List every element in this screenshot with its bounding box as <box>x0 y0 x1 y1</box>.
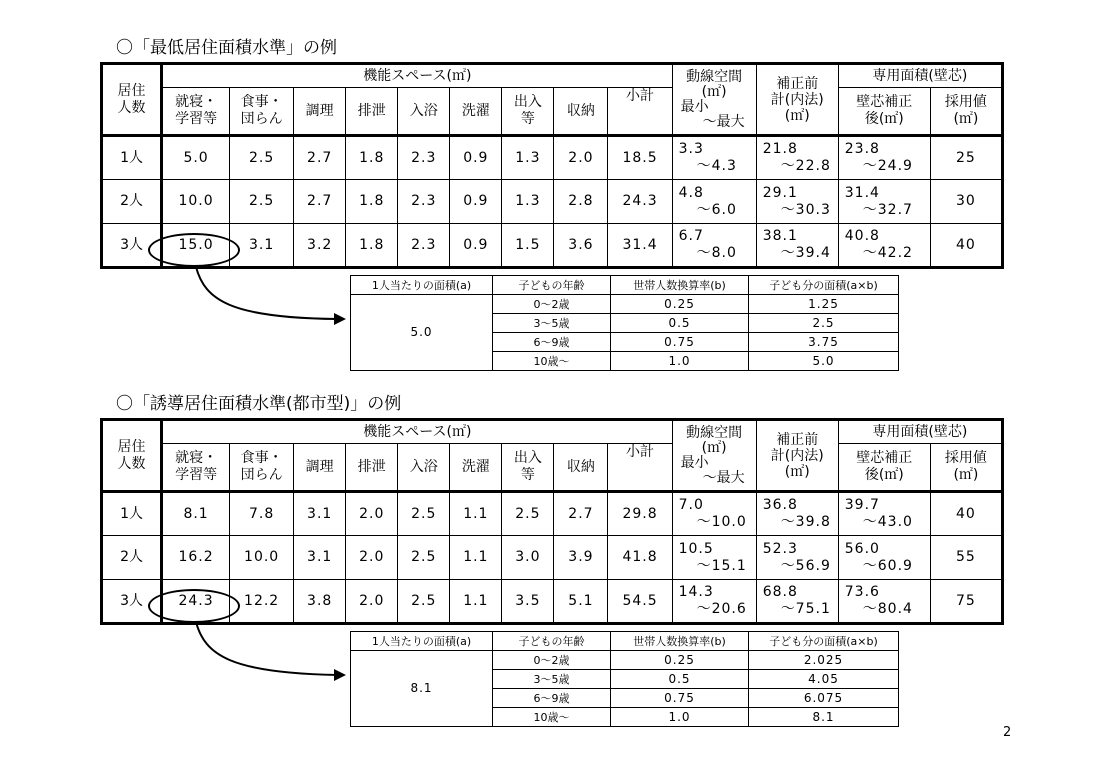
header-function-space: 機能スペース(㎡) <box>162 420 673 444</box>
cell-before-correction: 52.3 ～56.9 <box>756 536 838 580</box>
cell-after-wall: 31.4 ～32.7 <box>838 180 930 224</box>
cell-adopted: 75 <box>930 580 1002 624</box>
header-after-wall: 壁芯補正 後(㎡) <box>838 444 930 492</box>
header-col-sleep: 就寝・ 学習等 <box>162 444 230 492</box>
header-subtotal: 小計 <box>608 88 672 136</box>
row-people: 2人 <box>102 180 162 224</box>
cell-value: 2.0 <box>346 536 398 580</box>
row-people: 3人 <box>102 224 162 268</box>
cell-value: 5.1 <box>554 580 608 624</box>
highlight-ellipse <box>148 589 240 623</box>
cell-value: 3.8 <box>294 580 346 624</box>
header-before-correction: 補正前 計(内法) (㎡) <box>756 420 838 492</box>
household-rate: 0.5 <box>611 670 749 689</box>
header-col-storage: 収納 <box>554 444 608 492</box>
induced-area-table <box>100 418 1004 625</box>
child-area: 3.75 <box>749 333 899 352</box>
cell-subtotal: 31.4 <box>608 224 672 268</box>
cell-subtotal: 29.8 <box>608 492 672 536</box>
cell-value: 3.5 <box>502 580 554 624</box>
cell-value: 3.9 <box>554 536 608 580</box>
cell-value: 2.5 <box>398 536 450 580</box>
cell-value: 1.1 <box>450 536 502 580</box>
cell-adopted: 25 <box>930 136 1002 180</box>
page-number: 2 <box>1003 725 1012 740</box>
child-area: 4.05 <box>749 670 899 689</box>
header-col-dining: 食事・ 団らん <box>230 88 294 136</box>
cell-before-correction: 21.8 ～22.8 <box>756 136 838 180</box>
cell-before-correction: 29.1 ～30.3 <box>756 180 838 224</box>
header-col-toilet: 排泄 <box>346 444 398 492</box>
sub-header-per-person: 1人当たりの面積(a) <box>351 276 493 295</box>
cell-circulation: 7.0 ～10.0 <box>672 492 756 536</box>
header-col-cooking: 調理 <box>294 444 346 492</box>
cell-circulation: 6.7 ～8.0 <box>672 224 756 268</box>
household-rate: 0.25 <box>611 295 749 314</box>
child-age: 6～9歳 <box>493 333 611 352</box>
sub-header-child-area: 子ども分の面積(a×b) <box>749 276 899 295</box>
cell-value: 1.5 <box>502 224 554 268</box>
child-area: 2.5 <box>749 314 899 333</box>
household-rate: 1.0 <box>611 352 749 371</box>
cell-value: 3.0 <box>502 536 554 580</box>
cell-value: 2.7 <box>554 492 608 536</box>
row-people: 1人 <box>102 492 162 536</box>
cell-value: 3.2 <box>294 224 346 268</box>
cell-circulation: 14.3 ～20.6 <box>672 580 756 624</box>
cell-value: 2.0 <box>346 580 398 624</box>
child-area: 1.25 <box>749 295 899 314</box>
header-col-bath: 入浴 <box>398 88 450 136</box>
child-area: 5.0 <box>749 352 899 371</box>
child-age: 3～5歳 <box>493 314 611 333</box>
row-people: 1人 <box>102 136 162 180</box>
cell-subtotal: 41.8 <box>608 536 672 580</box>
sub-header-child-area: 子ども分の面積(a×b) <box>749 632 899 651</box>
header-col-toilet: 排泄 <box>346 88 398 136</box>
sub-header-rate: 世帯人数換算率(b) <box>611 276 749 295</box>
cell-value: 2.0 <box>346 492 398 536</box>
cell-adopted: 40 <box>930 224 1002 268</box>
household-rate: 0.75 <box>611 333 749 352</box>
cell-value: 16.2 <box>162 536 230 580</box>
cell-value: 10.0 <box>230 536 294 580</box>
cell-before-correction: 68.8 ～75.1 <box>756 580 838 624</box>
cell-circulation: 3.3 ～4.3 <box>672 136 756 180</box>
cell-circulation: 4.8 ～6.0 <box>672 180 756 224</box>
header-adopted: 採用値 (㎡) <box>930 88 1002 136</box>
cell-value: 3.1 <box>294 492 346 536</box>
cell-value: 2.5 <box>502 492 554 536</box>
sub-header-child-age: 子どもの年齢 <box>493 276 611 295</box>
section1-heading: 〇「最低居住面積水準」の例 <box>116 38 337 58</box>
cell-subtotal: 24.3 <box>608 180 672 224</box>
cell-before-correction: 36.8 ～39.8 <box>756 492 838 536</box>
cell-value: 7.8 <box>230 492 294 536</box>
header-circulation: 動線空間 (㎡) 最小 ～最大 <box>672 64 756 136</box>
header-after-wall: 壁芯補正 後(㎡) <box>838 88 930 136</box>
child-age: 0～2歳 <box>493 651 611 670</box>
cell-value: 2.0 <box>554 136 608 180</box>
cell-value: 2.3 <box>398 180 450 224</box>
per-person-area: 8.1 <box>351 651 493 727</box>
cell-value: 3.1 <box>294 536 346 580</box>
cell-adopted: 30 <box>930 180 1002 224</box>
header-col-cooking: 調理 <box>294 88 346 136</box>
child-area-table <box>350 631 899 727</box>
child-age: 6～9歳 <box>493 689 611 708</box>
cell-adopted: 40 <box>930 492 1002 536</box>
sub-header-rate: 世帯人数換算率(b) <box>611 632 749 651</box>
sub-header-child-age: 子どもの年齢 <box>493 632 611 651</box>
household-rate: 0.75 <box>611 689 749 708</box>
table-row <box>102 492 1003 536</box>
child-area: 8.1 <box>749 708 899 727</box>
cell-value: 2.7 <box>294 136 346 180</box>
sub-header-per-person: 1人当たりの面積(a) <box>351 632 493 651</box>
header-subtotal: 小計 <box>608 444 672 492</box>
cell-circulation: 10.5 ～15.1 <box>672 536 756 580</box>
cell-value: 0.9 <box>450 136 502 180</box>
cell-value: 0.9 <box>450 224 502 268</box>
cell-value: 12.2 <box>230 580 294 624</box>
cell-value: 10.0 <box>162 180 230 224</box>
cell-value: 5.0 <box>162 136 230 180</box>
cell-value: 1.3 <box>502 180 554 224</box>
child-area: 6.075 <box>749 689 899 708</box>
cell-after-wall: 73.6 ～80.4 <box>838 580 930 624</box>
child-age: 10歳～ <box>493 708 611 727</box>
header-exclusive-area: 専用面積(壁芯) <box>838 64 1002 88</box>
row-people: 3人 <box>102 580 162 624</box>
header-function-space: 機能スペース(㎡) <box>162 64 673 88</box>
cell-value: 1.8 <box>346 136 398 180</box>
cell-value: 2.5 <box>398 492 450 536</box>
header-before-correction: 補正前 計(内法) (㎡) <box>756 64 838 136</box>
cell-value: 0.9 <box>450 180 502 224</box>
child-area-table <box>350 275 899 371</box>
header-col-entry: 出入 等 <box>502 444 554 492</box>
cell-before-correction: 38.1 ～39.4 <box>756 224 838 268</box>
table-row <box>102 536 1003 580</box>
cell-value: 8.1 <box>162 492 230 536</box>
header-people: 居住 人数 <box>102 420 162 492</box>
cell-value: 2.3 <box>398 224 450 268</box>
header-adopted: 採用値 (㎡) <box>930 444 1002 492</box>
header-exclusive-area: 専用面積(壁芯) <box>838 420 1002 444</box>
cell-subtotal: 54.5 <box>608 580 672 624</box>
header-col-sleep: 就寝・ 学習等 <box>162 88 230 136</box>
cell-value: 2.7 <box>294 180 346 224</box>
child-age: 3～5歳 <box>493 670 611 689</box>
cell-subtotal: 18.5 <box>608 136 672 180</box>
cell-value: 2.5 <box>230 180 294 224</box>
header-col-dining: 食事・ 団らん <box>230 444 294 492</box>
child-age: 10歳～ <box>493 352 611 371</box>
child-age: 0～2歳 <box>493 295 611 314</box>
cell-value: 3.1 <box>230 224 294 268</box>
header-circulation: 動線空間 (㎡) 最小 ～最大 <box>672 420 756 492</box>
child-area: 2.025 <box>749 651 899 670</box>
header-col-entry: 出入 等 <box>502 88 554 136</box>
cell-value: 3.6 <box>554 224 608 268</box>
household-rate: 0.5 <box>611 314 749 333</box>
cell-after-wall: 56.0 ～60.9 <box>838 536 930 580</box>
cell-value-highlighted: 15.0 <box>162 224 230 268</box>
cell-value: 2.3 <box>398 136 450 180</box>
cell-value: 2.8 <box>554 180 608 224</box>
cell-after-wall: 40.8 ～42.2 <box>838 224 930 268</box>
cell-value: 1.1 <box>450 580 502 624</box>
header-col-storage: 収納 <box>554 88 608 136</box>
household-rate: 0.25 <box>611 651 749 670</box>
cell-after-wall: 23.8 ～24.9 <box>838 136 930 180</box>
row-people: 2人 <box>102 536 162 580</box>
header-col-laundry: 洗濯 <box>450 444 502 492</box>
household-rate: 1.0 <box>611 708 749 727</box>
header-col-bath: 入浴 <box>398 444 450 492</box>
header-people: 居住 人数 <box>102 64 162 136</box>
cell-value: 1.3 <box>502 136 554 180</box>
cell-adopted: 55 <box>930 536 1002 580</box>
header-col-laundry: 洗濯 <box>450 88 502 136</box>
cell-value: 1.8 <box>346 180 398 224</box>
cell-value: 2.5 <box>398 580 450 624</box>
cell-value: 1.8 <box>346 224 398 268</box>
cell-value-highlighted: 24.3 <box>162 580 230 624</box>
cell-value: 1.1 <box>450 492 502 536</box>
cell-after-wall: 39.7 ～43.0 <box>838 492 930 536</box>
per-person-area: 5.0 <box>351 295 493 371</box>
section2-heading: 〇「誘導居住面積水準(都市型)」の例 <box>116 394 402 414</box>
cell-value: 2.5 <box>230 136 294 180</box>
